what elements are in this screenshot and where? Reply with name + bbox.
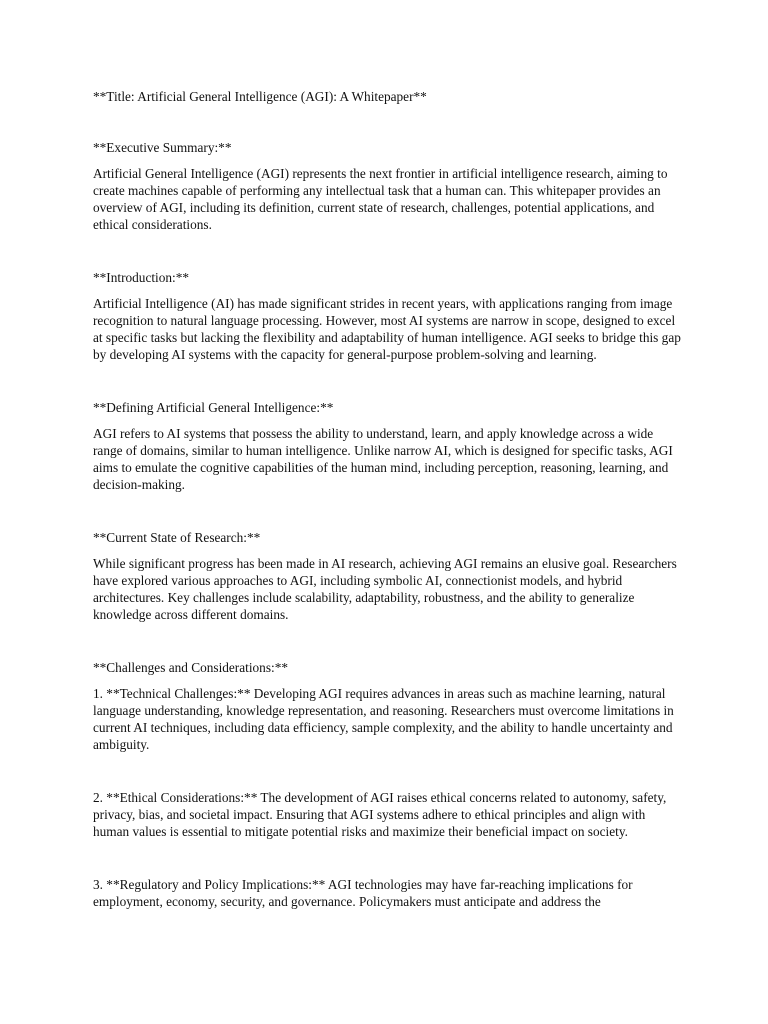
section-body: 1. **Technical Challenges:** Developing AGI requires advances in areas such as machine learning, natural language understanding, knowledge representation, and reasoning. Researchers must overcome limitations in current AI techniques, including data efficiency, sample complexity, and the ability to handle uncertainty and ambiguity. bbox=[93, 686, 674, 752]
document-title: **Title: Artificial General Intelligence (AGI): A Whitepaper** bbox=[93, 89, 427, 104]
section-body: Artificial General Intelligence (AGI) represents the next frontier in artificial intelligence research, aiming to create machines capable of performing any intellectual task that a human can. This whitepaper provides an overview of AGI, including its definition, current state of research, challenges, potential applications, and ethical considerations. bbox=[93, 166, 668, 232]
numbered-item-ethical: 2. **Ethical Considerations:** The development of AGI raises ethical concerns related to autonomy, safety, privacy, bias, and societal impact. Ensuring that AGI systems adhere to ethical principles and align with human values is essential to mitigate potential risks and maximize their beneficial impact on society. bbox=[93, 790, 667, 839]
section-body: AGI refers to AI systems that possess the ability to understand, learn, and apply knowledge across a wide range of domains, similar to human intelligence. Unlike narrow AI, which is designed for specific tasks, AGI aims to emulate the cognitive capabilities of the human mind, including perception, reasoning, learning, and decision-making. bbox=[93, 426, 673, 492]
section-body: While significant progress has been made in AI research, achieving AGI remains an elusive goal. Researchers have explored various approaches to AGI, including symbolic AI, connectionist models, and hybrid architectures. Key challenges include scalability, adaptability, robustness, and the ability to generalize knowledge across different domains. bbox=[93, 556, 677, 622]
section-current-state bbox=[93, 529, 683, 623]
document-page bbox=[93, 88, 683, 946]
section-defining-agi bbox=[93, 399, 683, 493]
section-challenges bbox=[93, 659, 683, 753]
section-introduction bbox=[93, 269, 683, 363]
numbered-item-regulatory: 3. **Regulatory and Policy Implications:** AGI technologies may have far-reaching implications for employment, economy, security, and governance. Policymakers must anticipate and address the bbox=[93, 877, 633, 909]
section-body: Artificial Intelligence (AI) has made significant strides in recent years, with applications ranging from image recognition to natural language processing. However, most AI systems are narrow in scope, designed to excel at specific tasks but lacking the flexibility and adaptability of human intelligence. AGI seeks to bridge this gap by developing AI systems with the capacity for general-purpose problem-solving and learning. bbox=[93, 296, 681, 362]
section-heading: **Defining Artificial General Intelligence:** bbox=[93, 400, 334, 415]
section-executive-summary bbox=[93, 139, 683, 233]
section-heading: **Introduction:** bbox=[93, 270, 190, 285]
section-heading: **Challenges and Considerations:** bbox=[93, 660, 288, 675]
section-heading: **Current State of Research:** bbox=[93, 530, 261, 545]
section-heading: **Executive Summary:** bbox=[93, 140, 232, 155]
